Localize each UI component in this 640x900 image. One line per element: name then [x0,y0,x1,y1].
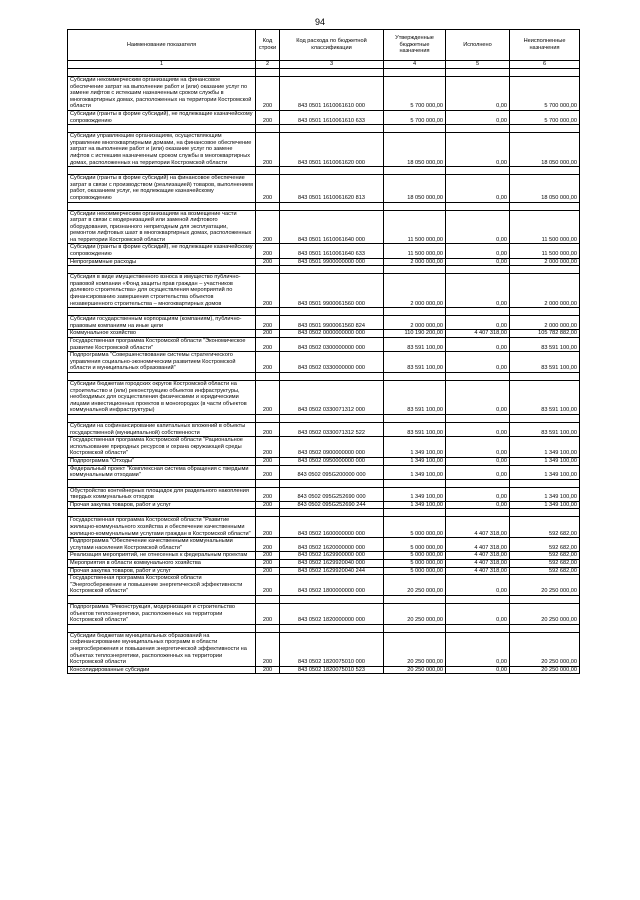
row-name: Непрограммные расходы [68,258,256,266]
empty-cell [446,266,510,274]
empty-cell [256,202,280,210]
row-name: Обустройство контейнерных площадок для раздельного накопления твердых коммунальных отходов [68,487,256,501]
empty-cell [280,624,384,632]
table-body [68,69,580,674]
row-approved-amount: 11 500 000,00 [384,244,446,258]
row-bk-code: 843 0502 1629920040 244 [280,567,384,575]
empty-cell [384,308,446,316]
row-bk-code: 843 0502 0950000000 000 [280,457,384,465]
empty-cell [446,479,510,487]
empty-cell [68,372,256,380]
row-name: Субсидии бюджетам муниципальных образований на софинансирование муниципальных программ в области энергосбережения и повышения энергетической эффективности на объектах теплоэнергетики, расположенных на территории Костромской области [68,632,256,666]
empty-cell [384,202,446,210]
row-approved-amount: 2 000 000,00 [384,258,446,266]
header-bk: Код расхода по бюджетной классификации [280,30,384,61]
empty-cell [256,266,280,274]
empty-cell [256,167,280,175]
row-executed-amount: 0,00 [446,575,510,596]
empty-cell [280,125,384,133]
empty-cell [510,479,580,487]
row-name: Субсидии (гранты в форме субсидий) на финансовое обеспечение затрат в связи с производством (реализацией) товаров, выполнением работ, оказанием услуг, не подлежащие казначейскому сопровождению [68,175,256,202]
header-approved: Утвержденные бюджетные назначения [384,30,446,61]
column-number: 6 [510,61,580,69]
table-row [68,666,580,674]
row-approved-amount: 20 250 000,00 [384,575,446,596]
row-executed-amount: 4 407 318,00 [446,330,510,338]
row-bk-code: 843 0502 1629920040 000 [280,560,384,568]
row-bk-code: 843 0502 1820075010 000 [280,632,384,666]
row-bk-code: 843 0502 0330000000 000 [280,352,384,373]
budget-execution-table [67,29,580,674]
row-bk-code: 843 0502 0300000000 000 [280,338,384,352]
row-bk-code: 843 0502 1629900000 000 [280,552,384,560]
table-row [68,338,580,352]
row-executed-amount: 0,00 [446,422,510,436]
spacer-row [68,509,580,517]
row-name: Государственная программа Костромской области "Энергосбережение и повышение энергетической эффективности Костромской области" [68,575,256,596]
row-bk-code: 843 0502 0900000000 000 [280,437,384,458]
empty-cell [446,596,510,604]
empty-cell [510,167,580,175]
spacer-row [68,202,580,210]
row-unexecuted-amount: 1 349 100,00 [510,487,580,501]
row-name: Подпрограмма "Обеспечение качественными коммунальными услугами населения Костромской области" [68,538,256,552]
row-code: 200 [256,274,280,308]
empty-cell [510,372,580,380]
empty-cell [68,308,256,316]
row-executed-amount: 0,00 [446,258,510,266]
row-executed-amount: 0,00 [446,437,510,458]
row-code: 200 [256,457,280,465]
row-name: Реализация мероприятий, не отнесенных к федеральным проектам [68,552,256,560]
row-unexecuted-amount: 83 591 100,00 [510,422,580,436]
row-unexecuted-amount: 1 349 100,00 [510,501,580,509]
row-unexecuted-amount: 20 250 000,00 [510,604,580,625]
row-approved-amount: 83 591 100,00 [384,380,446,414]
row-code: 200 [256,210,280,244]
table-row [68,501,580,509]
empty-cell [256,372,280,380]
empty-cell [280,414,384,422]
row-code: 200 [256,330,280,338]
row-name: Субсидии (гранты в форме субсидий), не подлежащие казначейскому сопровождению [68,244,256,258]
table-row [68,258,580,266]
row-approved-amount: 20 250 000,00 [384,666,446,674]
row-unexecuted-amount: 11 500 000,00 [510,210,580,244]
row-unexecuted-amount: 2 000 000,00 [510,316,580,330]
row-name: Прочая закупка товаров, работ и услуг [68,501,256,509]
row-executed-amount: 0,00 [446,175,510,202]
row-executed-amount: 0,00 [446,244,510,258]
column-number: 3 [280,61,384,69]
row-name: Субсидии управляющим организациям, осуществляющим управление многоквартирными домами, на финансовое обеспечение затрат на выполнение работ и (или) оказание услуг по замене лифтов с истекшим назначенным сроком службы в многоквартирных домах, расположенных на территории Костромской области [68,133,256,167]
row-unexecuted-amount: 592 682,00 [510,538,580,552]
row-code: 200 [256,316,280,330]
row-code: 200 [256,604,280,625]
empty-cell [68,596,256,604]
row-unexecuted-amount: 20 250 000,00 [510,575,580,596]
row-approved-amount: 18 050 000,00 [384,133,446,167]
row-code: 200 [256,422,280,436]
row-executed-amount: 4 407 318,00 [446,552,510,560]
row-name: Федеральный проект "Комплексная система обращения с твердыми коммунальными отходами" [68,465,256,479]
row-unexecuted-amount: 5 700 000,00 [510,77,580,111]
row-code: 200 [256,352,280,373]
table-row [68,133,580,167]
row-code: 200 [256,258,280,266]
empty-cell [384,69,446,77]
row-approved-amount: 20 250 000,00 [384,632,446,666]
row-bk-code: 843 0502 1820075010 523 [280,666,384,674]
row-code: 200 [256,77,280,111]
row-bk-code: 843 0502 1600000000 000 [280,517,384,538]
empty-cell [256,125,280,133]
table-row [68,575,580,596]
row-bk-code: 843 0502 095G200000 000 [280,465,384,479]
row-name: Субсидии некоммерческим организациям на финансовое обеспечение затрат на выполнение работ и (или) оказание услуг по замене лифтов с истекшим назначенным сроком службы в многоквартирных домах, расположенных на территории Костромской области [68,77,256,111]
row-approved-amount: 5 700 000,00 [384,110,446,124]
row-executed-amount: 0,00 [446,352,510,373]
row-unexecuted-amount: 1 349 100,00 [510,465,580,479]
row-executed-amount: 0,00 [446,604,510,625]
table-row [68,538,580,552]
row-name: Мероприятия в области коммунального хозяйства [68,560,256,568]
column-number-row [68,61,580,69]
row-unexecuted-amount: 20 250 000,00 [510,666,580,674]
column-number: 1 [68,61,256,69]
table-row [68,210,580,244]
row-bk-code: 843 0501 9900000000 000 [280,258,384,266]
row-name: Консолидированные субсидии [68,666,256,674]
row-bk-code: 843 0502 1620000000 000 [280,538,384,552]
table-header-row [68,30,580,61]
empty-cell [446,414,510,422]
row-approved-amount: 5 700 000,00 [384,77,446,111]
spacer-row [68,167,580,175]
row-approved-amount: 2 000 000,00 [384,274,446,308]
empty-cell [446,125,510,133]
empty-cell [68,624,256,632]
row-executed-amount: 0,00 [446,338,510,352]
row-unexecuted-amount: 592 682,00 [510,517,580,538]
row-code: 200 [256,575,280,596]
empty-cell [384,372,446,380]
row-name: Подпрограмма "Совершенствование системы стратегического управления социально-экономическим развитием Костромской области и муниципальных образований" [68,352,256,373]
row-executed-amount: 0,00 [446,457,510,465]
table-row [68,487,580,501]
row-unexecuted-amount: 592 682,00 [510,560,580,568]
row-bk-code: 843 0501 1610061640 633 [280,244,384,258]
table-row [68,175,580,202]
row-approved-amount: 110 190 200,00 [384,330,446,338]
empty-cell [68,69,256,77]
row-executed-amount: 0,00 [446,465,510,479]
table-row [68,77,580,111]
empty-cell [384,266,446,274]
row-bk-code: 843 0501 1610061620 000 [280,133,384,167]
row-approved-amount: 5 000 000,00 [384,567,446,575]
empty-cell [384,167,446,175]
spacer-row [68,372,580,380]
row-unexecuted-amount: 18 050 000,00 [510,133,580,167]
table-row [68,552,580,560]
row-executed-amount: 0,00 [446,487,510,501]
table-row [68,352,580,373]
empty-cell [280,509,384,517]
row-code: 200 [256,110,280,124]
row-unexecuted-amount: 20 250 000,00 [510,632,580,666]
row-name: Субсидии некоммерческим организациям на возмещение части затрат в связи с модернизацией или заменой лифтового оборудования, признанного непригодным для эксплуатации, ремонтом лифтовых шахт в многоквартирных домах, расположенных на территории Костромской области [68,210,256,244]
row-executed-amount: 0,00 [446,210,510,244]
empty-cell [68,202,256,210]
spacer-row [68,125,580,133]
row-executed-amount: 0,00 [446,274,510,308]
row-code: 200 [256,567,280,575]
empty-cell [280,69,384,77]
row-executed-amount: 4 407 318,00 [446,560,510,568]
table-row [68,316,580,330]
row-code: 200 [256,560,280,568]
empty-cell [68,479,256,487]
row-executed-amount: 4 407 318,00 [446,538,510,552]
row-code: 200 [256,338,280,352]
column-number: 2 [256,61,280,69]
empty-cell [510,202,580,210]
empty-cell [510,266,580,274]
row-bk-code: 843 0501 1610061610 000 [280,77,384,111]
row-code: 200 [256,437,280,458]
row-name: Субсидии (гранты в форме субсидий), не подлежащие казначейскому сопровождению [68,110,256,124]
spacer-row [68,266,580,274]
row-unexecuted-amount: 592 682,00 [510,552,580,560]
table-row [68,457,580,465]
row-bk-code: 843 0501 9900061560 000 [280,274,384,308]
empty-cell [68,167,256,175]
row-bk-code: 843 0502 0330071312 522 [280,422,384,436]
row-bk-code: 843 0501 1610061640 000 [280,210,384,244]
row-unexecuted-amount: 105 782 882,00 [510,330,580,338]
empty-cell [510,509,580,517]
row-bk-code: 843 0502 095G252690 244 [280,501,384,509]
header-code: Код строки [256,30,280,61]
row-name: Государственная программа Костромской области "Рациональное использование природных ресурсов и охрана окружающей среды Костромской области" [68,437,256,458]
row-unexecuted-amount: 2 000 000,00 [510,274,580,308]
row-name: Подпрограмма "Отходы" [68,457,256,465]
page-number: 94 [314,17,325,27]
row-unexecuted-amount: 11 500 000,00 [510,244,580,258]
empty-cell [280,596,384,604]
row-name: Субсидии бюджетам городских округов Костромской области на строительство и (или) реконструкцию объектов инфраструктуры, необходимых для осуществления физическими и юридическими лицами инвестиционных проектов в моногородах (в части объектов коммунальной инфраструктуры) [68,380,256,414]
row-code: 200 [256,175,280,202]
empty-cell [256,509,280,517]
row-approved-amount: 1 349 100,00 [384,501,446,509]
table-row [68,110,580,124]
spacer-row [68,69,580,77]
row-executed-amount: 0,00 [446,632,510,666]
empty-cell [446,167,510,175]
spacer-row [68,596,580,604]
row-executed-amount: 0,00 [446,666,510,674]
row-approved-amount: 5 000 000,00 [384,552,446,560]
empty-cell [68,266,256,274]
row-code: 200 [256,380,280,414]
row-unexecuted-amount: 2 000 000,00 [510,258,580,266]
empty-cell [384,125,446,133]
empty-cell [68,125,256,133]
row-approved-amount: 83 591 100,00 [384,338,446,352]
row-code: 200 [256,487,280,501]
row-code: 200 [256,538,280,552]
empty-cell [256,596,280,604]
table-row [68,632,580,666]
row-bk-code: 843 0502 0000000000 000 [280,330,384,338]
row-executed-amount: 0,00 [446,133,510,167]
row-code: 200 [256,632,280,666]
empty-cell [280,479,384,487]
empty-cell [510,624,580,632]
row-code: 200 [256,517,280,538]
row-name: Субсидия в виде имущественного взноса в имущество публично-правовой компании «Фонд защиты прав граждан – участников долевого строительства» для осуществления мероприятий по финансированию завершения строительства объектов незавершенного строительства – многоквартирных домов [68,274,256,308]
header-unexecuted: Неисполненные назначения [510,30,580,61]
table-row [68,244,580,258]
header-executed: Исполнено [446,30,510,61]
empty-cell [446,308,510,316]
row-name: Субсидии государственным корпорациям (компаниям), публично-правовым компаниям на иные цели [68,316,256,330]
empty-cell [384,479,446,487]
row-approved-amount: 1 349 100,00 [384,487,446,501]
row-unexecuted-amount: 18 050 000,00 [510,175,580,202]
empty-cell [68,509,256,517]
spacer-row [68,479,580,487]
table-row [68,437,580,458]
table-row [68,517,580,538]
row-approved-amount: 1 349 100,00 [384,457,446,465]
row-name: Прочая закупка товаров, работ и услуг [68,567,256,575]
row-code: 200 [256,244,280,258]
row-approved-amount: 2 000 000,00 [384,316,446,330]
empty-cell [384,596,446,604]
row-unexecuted-amount: 5 700 000,00 [510,110,580,124]
row-bk-code: 843 0501 1610061610 633 [280,110,384,124]
empty-cell [280,167,384,175]
table-row [68,330,580,338]
spacer-row [68,624,580,632]
row-bk-code: 843 0501 1610061620 813 [280,175,384,202]
row-approved-amount: 18 050 000,00 [384,175,446,202]
row-executed-amount: 4 407 318,00 [446,517,510,538]
empty-cell [446,509,510,517]
row-approved-amount: 11 500 000,00 [384,210,446,244]
row-executed-amount: 0,00 [446,380,510,414]
table-row [68,567,580,575]
table-row [68,380,580,414]
empty-cell [68,414,256,422]
row-executed-amount: 0,00 [446,316,510,330]
empty-cell [446,202,510,210]
empty-cell [384,624,446,632]
row-approved-amount: 20 250 000,00 [384,604,446,625]
empty-cell [256,624,280,632]
row-unexecuted-amount: 1 349 100,00 [510,437,580,458]
row-code: 200 [256,552,280,560]
row-bk-code: 843 0502 1820000000 000 [280,604,384,625]
empty-cell [510,308,580,316]
row-unexecuted-amount: 83 591 100,00 [510,352,580,373]
row-bk-code: 843 0501 9900061560 824 [280,316,384,330]
empty-cell [510,125,580,133]
row-unexecuted-amount: 83 591 100,00 [510,380,580,414]
row-code: 200 [256,501,280,509]
row-bk-code: 843 0502 0330071312 000 [280,380,384,414]
row-name: Подпрограмма "Реконструкция, модернизация и строительство объектов теплоэнергетики, расположенных на территории Костромской области" [68,604,256,625]
row-executed-amount: 4 407 318,00 [446,567,510,575]
row-approved-amount: 83 591 100,00 [384,352,446,373]
row-name: Государственная программа Костромской области "Экономическое развитие Костромской области" [68,338,256,352]
empty-cell [446,69,510,77]
row-unexecuted-amount: 83 591 100,00 [510,338,580,352]
table-row [68,465,580,479]
row-name: Государственная программа Костромской области "Развитие жилищно-коммунального хозяйства и обеспечение качественными жилищно-коммунальными услугами граждан в Костромской области" [68,517,256,538]
table-row [68,422,580,436]
header-name: Наименование показателя [68,30,256,61]
row-bk-code: 843 0502 095G252690 000 [280,487,384,501]
row-approved-amount: 5 000 000,00 [384,517,446,538]
empty-cell [280,266,384,274]
row-approved-amount: 5 000 000,00 [384,560,446,568]
spacer-row [68,308,580,316]
row-code: 200 [256,133,280,167]
empty-cell [510,596,580,604]
empty-cell [256,414,280,422]
row-approved-amount: 5 000 000,00 [384,538,446,552]
row-approved-amount: 83 591 100,00 [384,422,446,436]
row-name: Субсидии на софинансирование капитальных вложений в объекты государственной (муниципальной) собственности [68,422,256,436]
spacer-row [68,414,580,422]
empty-cell [280,372,384,380]
row-unexecuted-amount: 1 349 100,00 [510,457,580,465]
row-code: 200 [256,465,280,479]
empty-cell [510,414,580,422]
empty-cell [280,308,384,316]
empty-cell [446,372,510,380]
table-row [68,604,580,625]
empty-cell [446,624,510,632]
row-executed-amount: 0,00 [446,110,510,124]
table-row [68,560,580,568]
table-row [68,274,580,308]
empty-cell [256,479,280,487]
row-name: Коммунальное хозяйство [68,330,256,338]
empty-cell [256,308,280,316]
empty-cell [280,202,384,210]
empty-cell [510,69,580,77]
row-unexecuted-amount: 592 682,00 [510,567,580,575]
row-code: 200 [256,666,280,674]
empty-cell [256,69,280,77]
row-executed-amount: 0,00 [446,501,510,509]
empty-cell [384,509,446,517]
row-approved-amount: 1 349 100,00 [384,465,446,479]
row-bk-code: 843 0502 1800000000 000 [280,575,384,596]
column-number: 5 [446,61,510,69]
row-executed-amount: 0,00 [446,77,510,111]
row-approved-amount: 1 349 100,00 [384,437,446,458]
empty-cell [384,414,446,422]
column-number: 4 [384,61,446,69]
